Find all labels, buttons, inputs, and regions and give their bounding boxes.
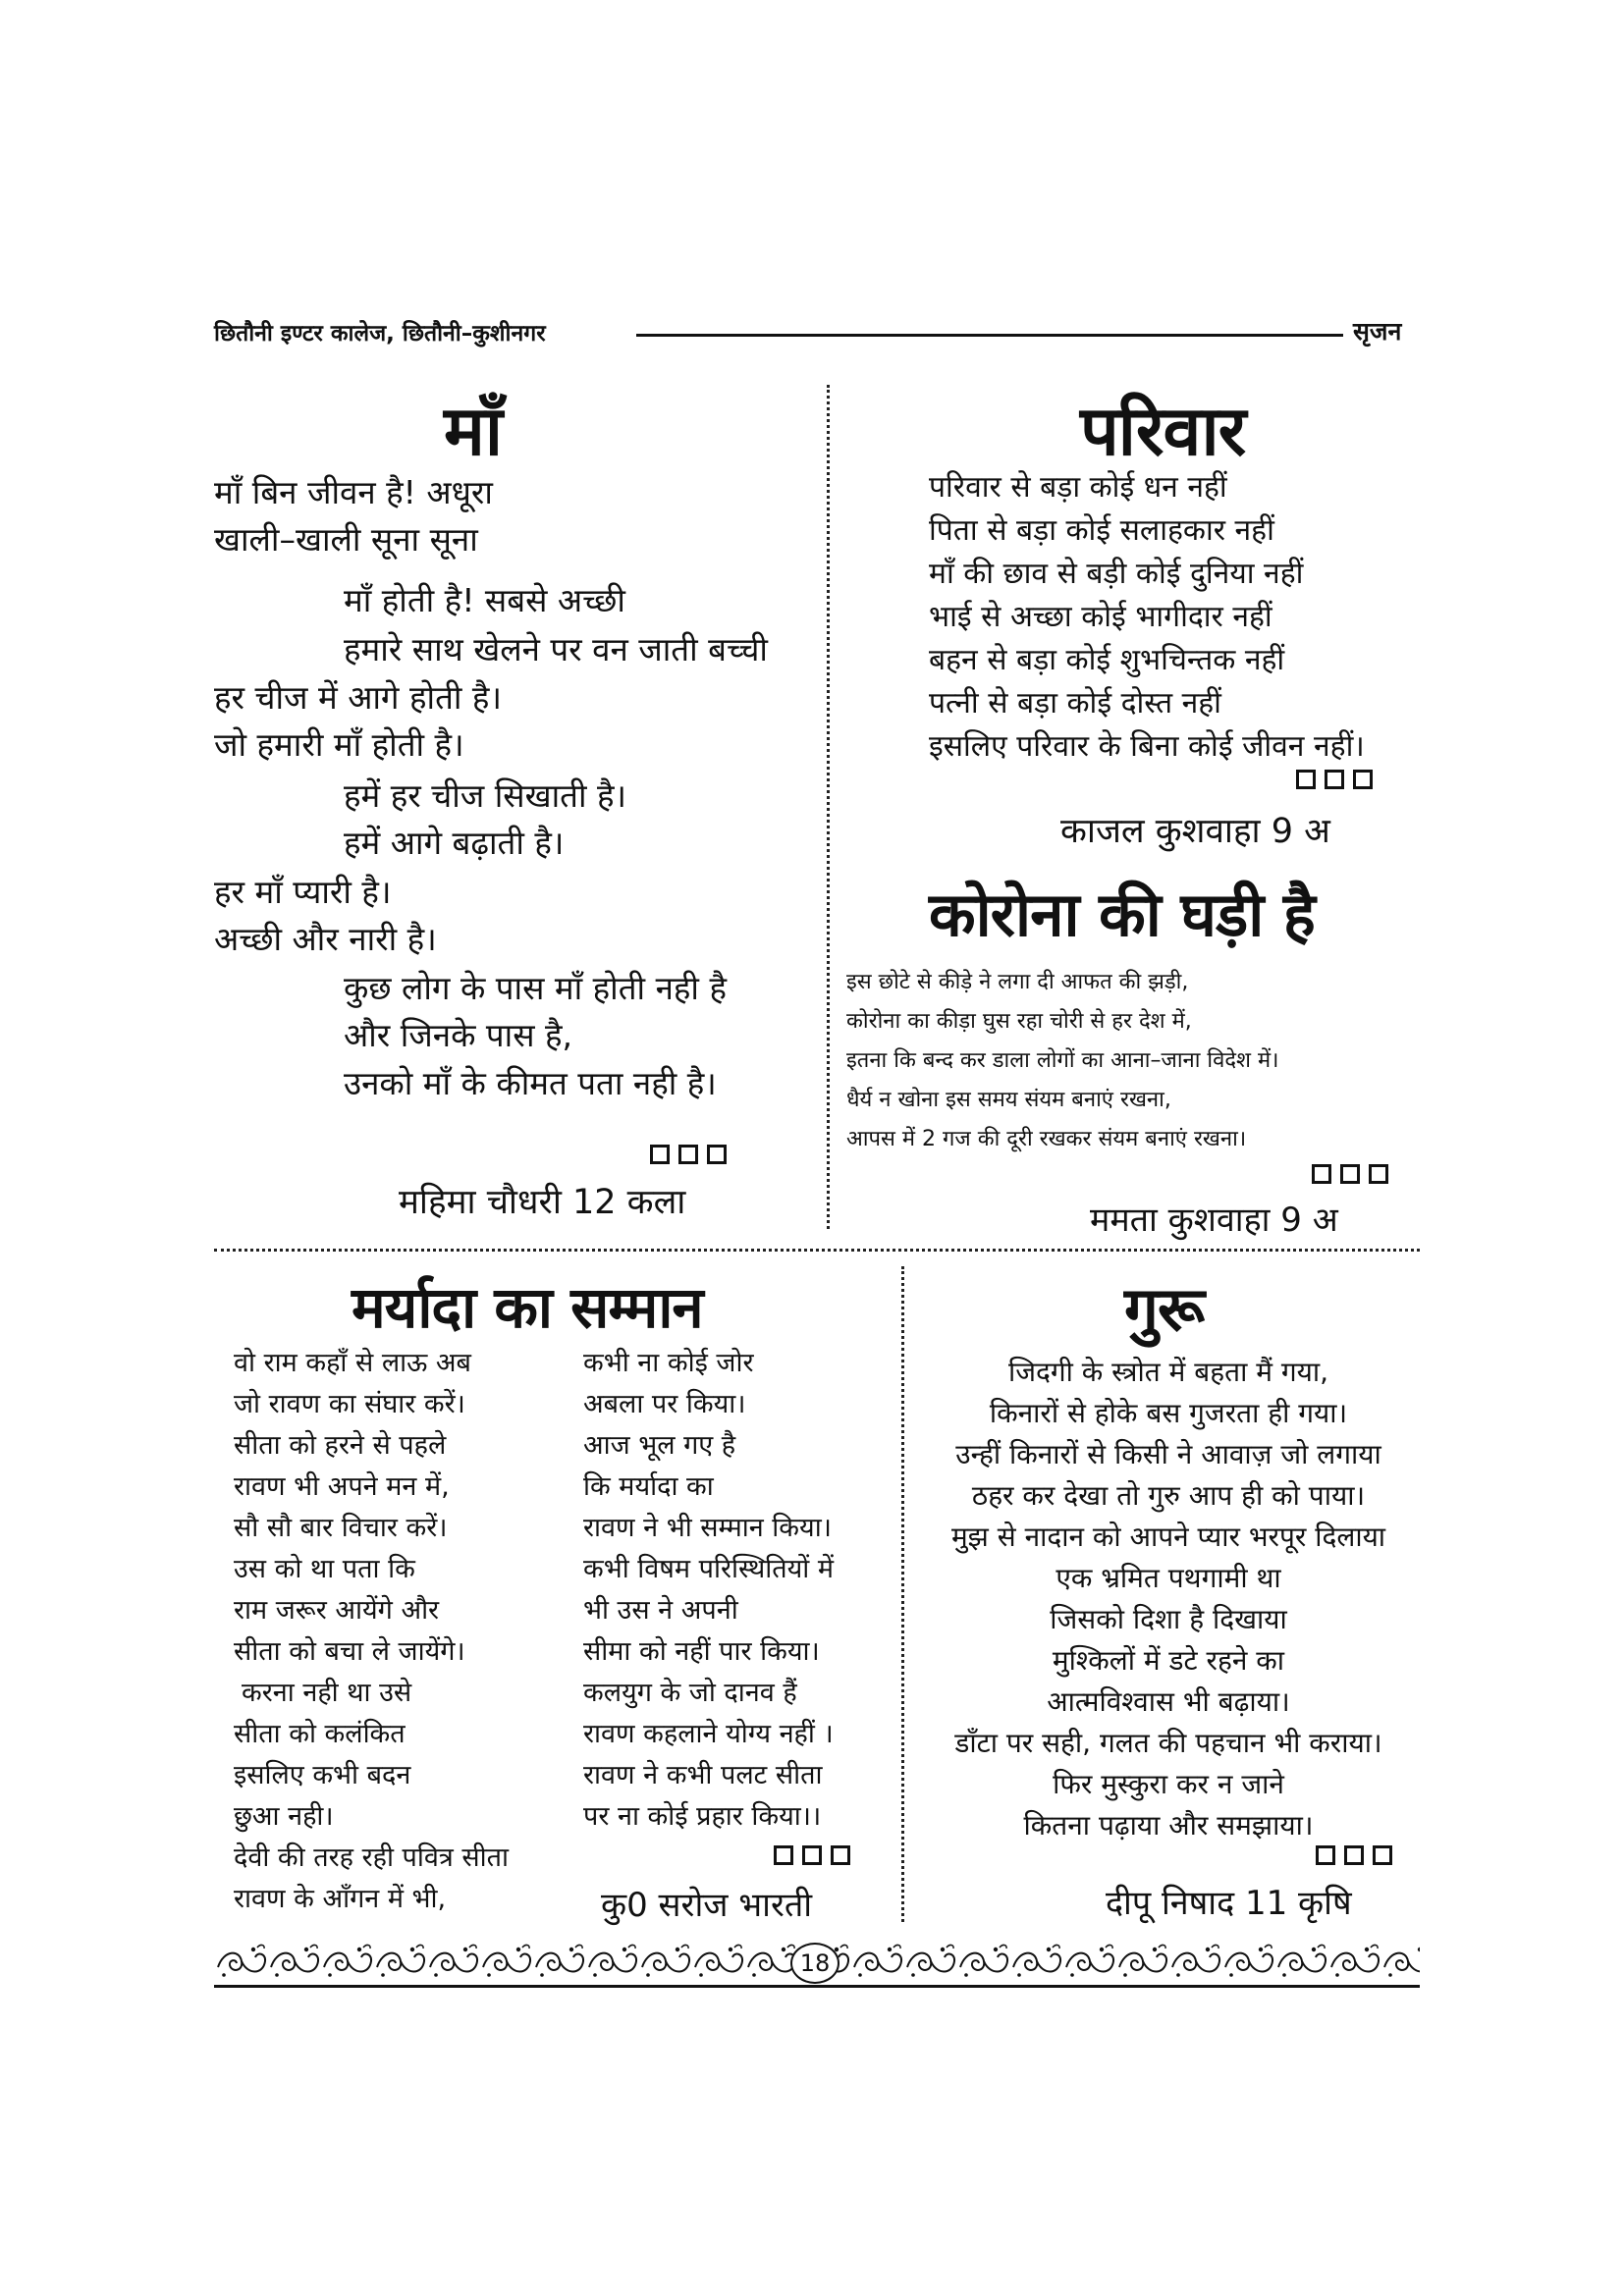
poem-corona-title: कोरोना की घड़ी है [929, 879, 1315, 950]
poem-line: भी उस ने अपनी [583, 1595, 738, 1626]
poem-line: सीता को बचा ले जायेंगे। [234, 1636, 465, 1667]
poem-guru-author: दीपू निषाद 11 कृषि [1106, 1884, 1352, 1923]
poem-line: आज भूल गए है [583, 1430, 736, 1461]
poem-line: रावण ने कभी पलट सीता [583, 1760, 823, 1790]
end-marks [774, 1845, 850, 1865]
poem-line: हर माँ प्यारी है। [214, 873, 392, 911]
header-magazine-name: सृजन [1353, 317, 1402, 346]
poem-parivar-author: काजल कुशवाहा 9 अ [1060, 812, 1330, 851]
poem-line: सीता को हरने से पहले [234, 1430, 447, 1461]
poem-line: मुश्किलों में डटे रहने का [1052, 1644, 1285, 1677]
poem-corona-author: ममता कुशवाहा 9 अ [1090, 1201, 1338, 1240]
poem-line: डाँटा पर सही, गलत की पहचान भी कराया। [954, 1727, 1382, 1759]
poem-maa-title: माँ [444, 390, 502, 471]
poem-line: हमें हर चीज सिखाती है। [344, 776, 627, 815]
poem-line: एक भ्रमित पथगामी था [1056, 1562, 1281, 1594]
poem-line: जिदगी के स्त्रोत में बहता मैं गया, [1007, 1356, 1329, 1388]
poem-line: करना नही था उसे [242, 1678, 412, 1708]
poem-line: जो हमारी माँ होती है। [214, 725, 464, 764]
header-school-name: छितौनी इण्टर कालेज, छितौनी–कुशीनगर [214, 321, 546, 347]
poem-line: इसलिए परिवार के बिना कोई जीवन नहीं। [929, 729, 1365, 764]
poem-line: रावण के आँगन में भी, [234, 1884, 447, 1914]
footer-rule [214, 1985, 1420, 1988]
poem-line: बहन से बड़ा कोई शुभचिन्तक नहीं [929, 643, 1285, 677]
poem-line: भाई से अच्छा कोई भागीदार नहीं [929, 600, 1272, 634]
poem-maa-author: महिमा चौधरी 12 कला [399, 1183, 686, 1222]
poem-line: पत्नी से बड़ा कोई दोस्त नहीं [929, 686, 1221, 721]
poem-line: सीमा को नहीं पार किया। [583, 1636, 820, 1667]
page-number: 18 [790, 1943, 839, 1984]
poem-line: खाली–खाली सूना सूना [214, 520, 478, 559]
poem-line: हमारे साथ खेलने पर वन जाती बच्ची [344, 630, 768, 668]
vertical-divider-bottom [901, 1266, 904, 1922]
header-rule [636, 334, 1343, 337]
poem-line: वो राम कहाँ से लाऊ अब [234, 1348, 471, 1378]
poem-line: किनारों से होके बस गुजरता ही गया। [989, 1397, 1348, 1429]
poem-line: जो रावण का संघार करें। [234, 1389, 465, 1419]
poem-line: कुछ लोग के पास माँ होती नही है [344, 969, 727, 1007]
poem-line: अबला पर किया। [583, 1389, 746, 1419]
poem-line: कि मर्यादा का [583, 1471, 714, 1502]
poem-line: राम जरूर आयेंगे और [234, 1595, 440, 1626]
poem-line: कभी ना कोई जोर [583, 1348, 754, 1378]
poem-guru-title: गुरू [1124, 1273, 1205, 1345]
vertical-divider-top [827, 385, 830, 1229]
poem-line: कोरोना का कीड़ा घुस रहा चोरी से हर देश में, [846, 1009, 1192, 1034]
poem-line: इस छोटे से कीड़े ने लगा दी आफत की झड़ी, [846, 970, 1189, 994]
poem-line: हमें आगे बढ़ाती है। [344, 824, 565, 862]
poem-parivar-title: परिवार [1080, 390, 1246, 471]
horizontal-divider [214, 1249, 1420, 1252]
end-marks [1312, 1164, 1388, 1184]
poem-line: सीता को कलंकित [234, 1719, 406, 1749]
poem-maryada-title: मर्यादा का सम्मान [352, 1274, 703, 1341]
poem-line: इसलिए कभी बदन [234, 1760, 411, 1790]
poem-line: रावण कहलाने योग्य नहीं । [583, 1719, 834, 1749]
poem-line: फिर मुस्कुरा कर न जाने [1053, 1768, 1284, 1800]
poem-line: अच्छी और नारी है। [214, 920, 437, 958]
end-marks [650, 1145, 727, 1164]
poem-line: उस को था पता कि [234, 1554, 415, 1584]
poem-line: हर चीज में आगे होती है। [214, 678, 502, 717]
poem-line: पर ना कोई प्रहार किया।। [583, 1801, 822, 1832]
poem-line: कभी विषम परिस्थितियों में [583, 1554, 834, 1584]
poem-line: इतना कि बन्द कर डाला लोगों का आना–जाना विदेश में। [846, 1048, 1279, 1073]
poem-line: मुझ से नादान को आपने प्यार भरपूर दिलाया [950, 1521, 1386, 1553]
poem-line: रावण भी अपने मन में, [234, 1471, 450, 1502]
poem-line: माँ होती है! सबसे अच्छी [344, 581, 625, 619]
poem-line: उन्हीं किनारों से किसी ने आवाज़ जो लगाया [955, 1438, 1381, 1470]
poem-line: आत्मविश्वास भी बढ़ाया। [1047, 1685, 1290, 1718]
poem-line: कलयुग के जो दानव हैं [583, 1678, 797, 1708]
poem-line: ठहर कर देखा तो गुरु आप ही को पाया। [971, 1479, 1366, 1512]
poem-line: माँ की छाव से बड़ी कोई दुनिया नहीं [929, 557, 1304, 591]
poem-line: आपस में 2 गज की दूरी रखकर संयम बनाएं रखना। [846, 1127, 1247, 1151]
poem-line: और जिनके पास है, [344, 1016, 573, 1054]
poem-line: जिसको दिशा है दिखाया [1050, 1603, 1287, 1635]
end-marks [1296, 770, 1373, 789]
poem-maryada-author: कु0 सरोज भारती [601, 1886, 813, 1925]
poem-line: पिता से बड़ा कोई सलाहकार नहीं [929, 513, 1274, 548]
poem-line: देवी की तरह रही पवित्र सीता [234, 1842, 509, 1873]
poem-line: धैर्य न खोना इस समय संयम बनाएं रखना, [846, 1088, 1171, 1112]
poem-line: परिवार से बड़ा कोई धन नहीं [929, 470, 1227, 505]
end-marks [1316, 1845, 1392, 1865]
poem-line: रावण ने भी सम्मान किया। [583, 1513, 832, 1543]
poem-line: माँ बिन जीवन है! अधूरा [214, 473, 493, 511]
poem-line: छुआ नही। [234, 1801, 334, 1832]
poem-line: उनको माँ के कीमत पता नही है। [344, 1064, 717, 1102]
poem-line: सौ सौ बार विचार करें। [234, 1513, 448, 1543]
poem-line: कितना पढ़ाया और समझाया। [1023, 1809, 1314, 1842]
